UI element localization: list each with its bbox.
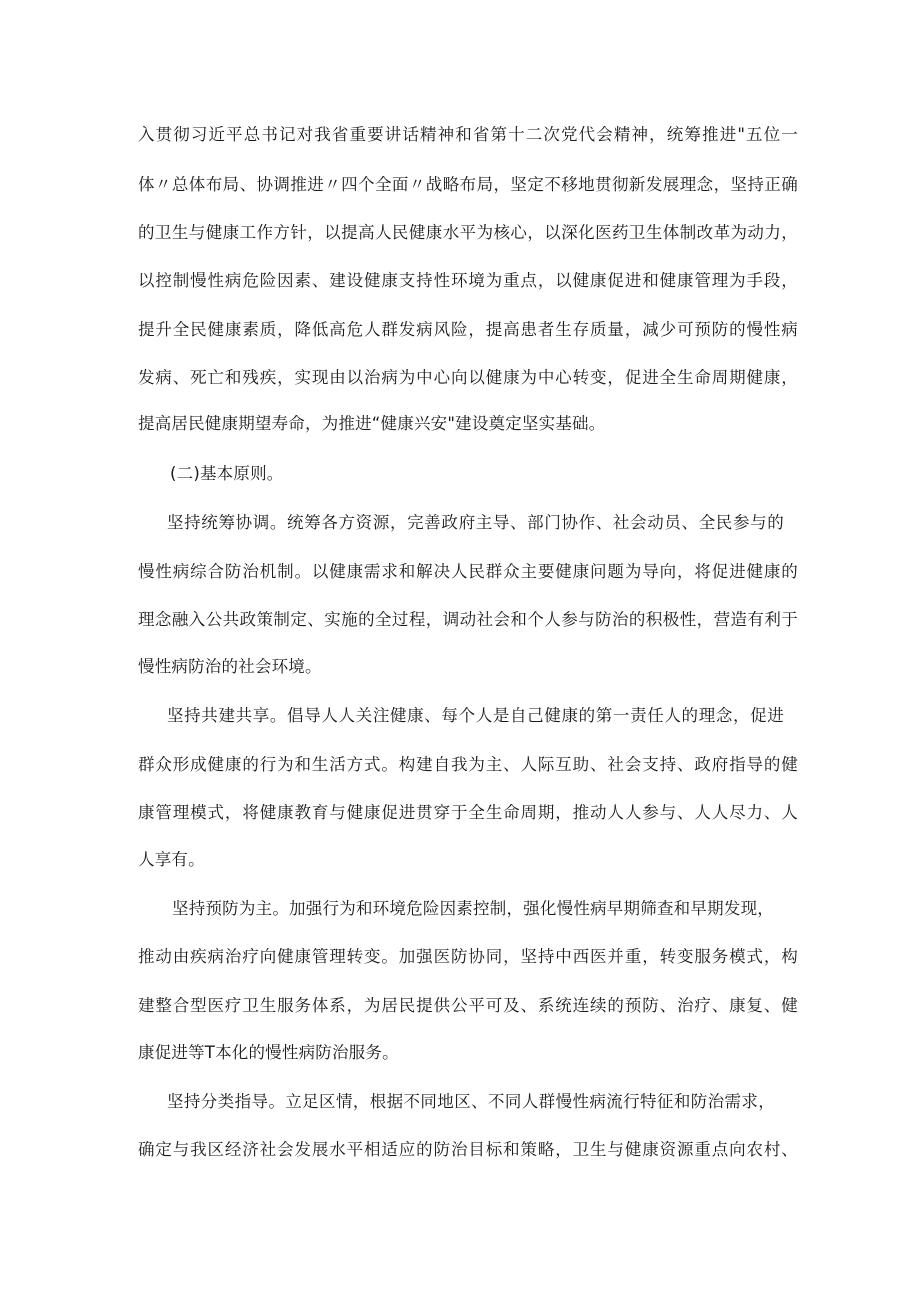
- text-line-4: 以控制慢性病危险因素、建设健康支持性环境为重点，以健康促进和健康管理为手段，: [138, 271, 798, 290]
- text-line-6: 发病、死亡和残疾，实现由以治病为中心向以健康为中心转变，促进全生命周期健康，: [138, 368, 798, 387]
- text-line-5: 提升全民健康素质，降低高危人群发病风险，提高患者生存质量，减少可预防的慢性病: [138, 320, 798, 339]
- text-line-1: 入贯彻习近平总书记对我省重要讲话精神和省第十二次党代会精神，统筹推进"五位一: [138, 125, 798, 144]
- text-line-20: 康促进等T本化的慢性病防治服务。: [138, 1043, 399, 1062]
- section-heading-principles: (二)基本原则。: [170, 464, 284, 483]
- text-line-12: 慢性病防治的社会环境。: [138, 657, 322, 676]
- text-line-11: 理念融入公共政策制定、实施的全过程，调动社会和个人参与防治的积极性，营造有利于: [138, 610, 798, 629]
- text-line-10: 慢性病综合防治机制。以健康需求和解决人民群众主要健康问题为导向，将促进健康的: [138, 562, 798, 581]
- text-line-13: 坚持共建共享。倡导人人关注健康、每个人是自己健康的第一责任人的理念，促进: [167, 706, 784, 725]
- text-line-21: 坚持分类指导。立足区情，根据不同地区、不同人群慢性病流行特征和防治需求，: [167, 1092, 775, 1111]
- text-line-22: 确定与我区经济社会发展水平相适应的防治目标和策略，卫生与健康资源重点向农村、: [138, 1140, 798, 1159]
- text-line-2: 体〃总体布局、协调推进〃四个全面〃战略布局，坚定不移地贯彻新发展理念，坚持正确: [138, 175, 798, 194]
- text-line-3: 的卫生与健康工作方针，以提高人民健康水平为核心，以深化医药卫生体制改革为动力，: [138, 223, 798, 242]
- text-line-15: 康管理模式，将健康教育与健康促进贯穿于全生命周期，推动人人参与、人人尽力、人: [138, 803, 798, 822]
- text-line-9: 坚持统筹协调。统筹各方资源，完善政府主导、部门协作、社会动员、全民参与的: [167, 513, 784, 532]
- text-line-16: 人享有。: [138, 850, 205, 869]
- text-line-14: 群众形成健康的行为和生活方式。构建自我为主、人际互助、社会支持、政府指导的健: [138, 755, 798, 774]
- text-line-19: 建整合型医疗卫生服务体系，为居民提供公平可及、系统连续的预防、治疗、康复、健: [138, 996, 798, 1015]
- text-line-7: 提高居民健康期望寿命，为推进“健康兴安"建设奠定坚实基础。: [138, 414, 606, 433]
- text-line-18: 推动由疾病治疗向健康管理转变。加强医防协同，坚持中西医并重，转变服务模式，构: [138, 947, 798, 966]
- text-line-17: 坚持预防为主。加强行为和环境危险因素控制，强化慢性病早期筛查和早期发现，: [172, 899, 774, 918]
